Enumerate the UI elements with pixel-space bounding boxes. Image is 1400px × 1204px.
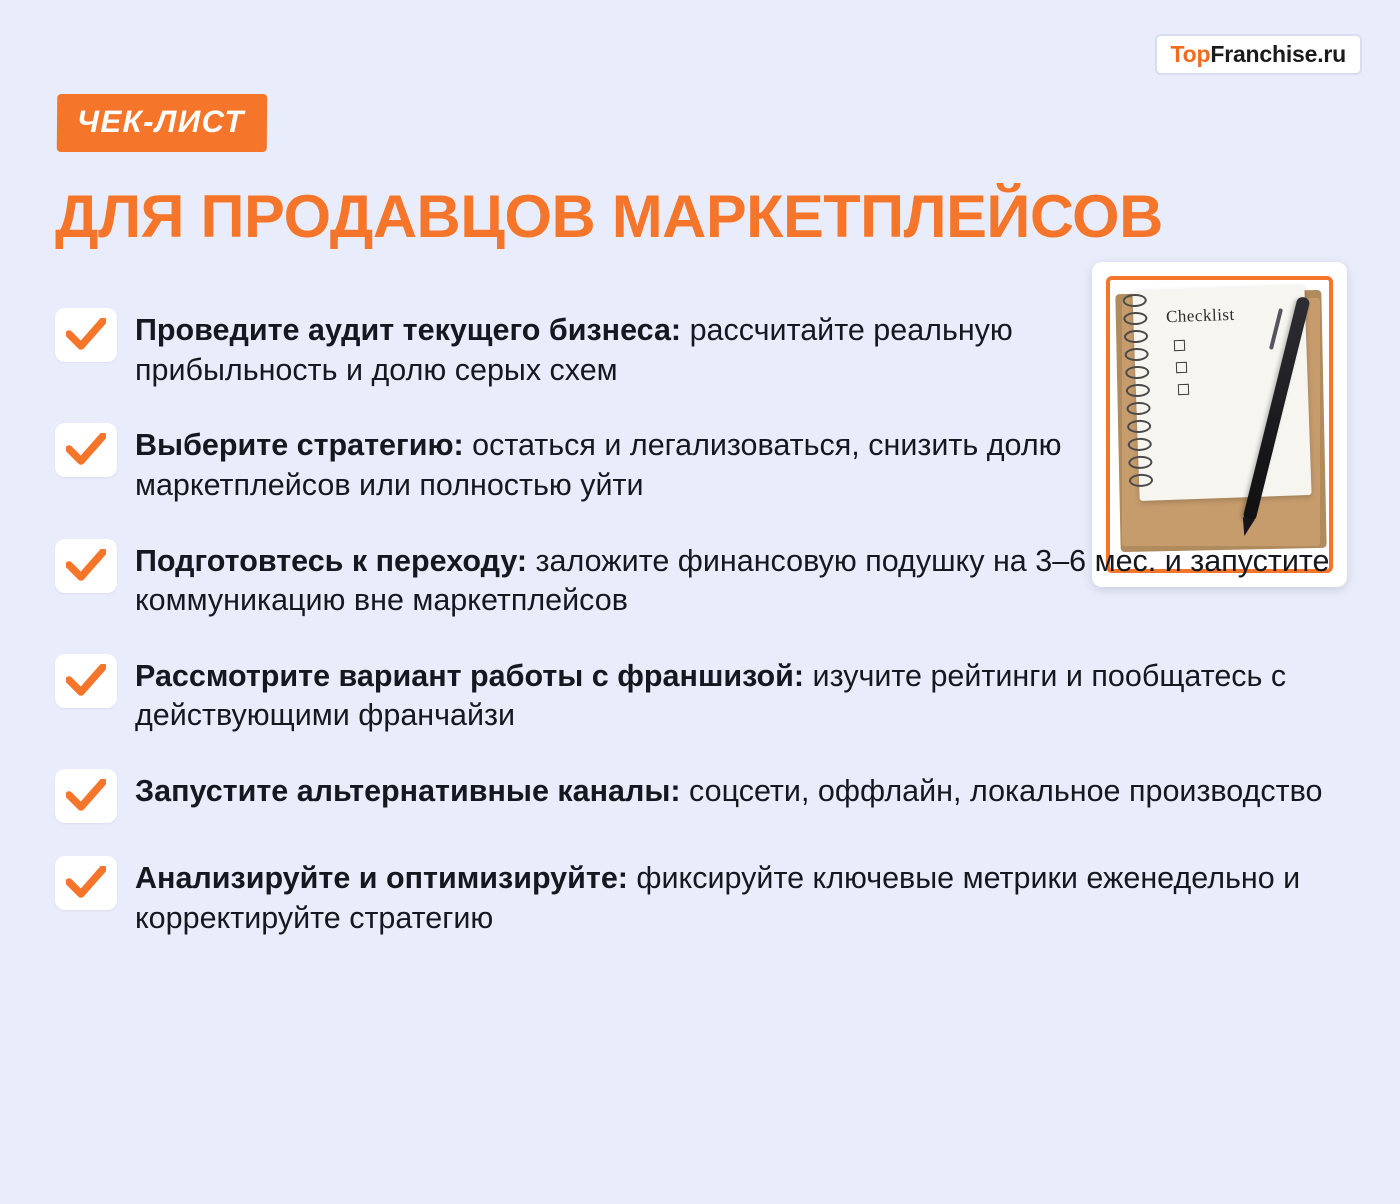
- list-item-text: [135, 769, 1322, 812]
- logo-rest: Franchise.ru: [1210, 41, 1346, 67]
- list-item-rest: изучите рейтинги и пообщатесь с действующими франчайзи: [135, 658, 1287, 733]
- checkmark-icon: [55, 856, 117, 910]
- list-item-rest: рассчитайте реальную прибыльность и долю серых схем: [135, 313, 1013, 387]
- list-item: [55, 539, 1355, 621]
- list-item-bold: Подготовтесь к переходу:: [135, 543, 528, 578]
- notebook-checklist-text: Checklist: [1165, 304, 1236, 327]
- list-item: [55, 654, 1355, 736]
- list-item: [55, 423, 1355, 505]
- list-item-text: [135, 423, 1135, 505]
- checklist-items: [55, 308, 1355, 971]
- list-item: [55, 856, 1355, 938]
- list-item-bold: Анализируйте и оптимизируйте:: [135, 861, 628, 896]
- list-item: [55, 769, 1355, 823]
- logo-prefix: Top: [1170, 41, 1211, 67]
- list-item-rest: соцсети, оффлайн, локальное производство: [680, 774, 1323, 809]
- checkmark-icon: [55, 654, 117, 708]
- topfranchise-logo: [1155, 34, 1363, 75]
- list-item-rest: фиксируйте ключевые метрики еженедельно и корректируйте стратегию: [135, 861, 1301, 935]
- list-item-rest: заложите финансовую подушку на 3–6 мес. и запустите коммуникацию вне маркетплейсов: [135, 543, 1330, 618]
- list-item: [55, 308, 1355, 390]
- list-item-bold: Рассмотрите вариант работы с франшизой:: [135, 658, 805, 693]
- list-item-bold: Выберите стратегию:: [135, 428, 464, 463]
- list-item-text: [135, 539, 1350, 621]
- checkmark-icon: [55, 539, 117, 593]
- checklist-badge: ЧЕК-ЛИСТ: [57, 94, 267, 152]
- page-title: ДЛЯ ПРОДАВЦОВ МАРКЕТПЛЕЙСОВ: [55, 183, 1163, 250]
- list-item-rest: остаться и легализоваться, снизить долю маркетплейсов или полностью уйти: [135, 428, 1062, 502]
- checkmark-icon: [55, 308, 117, 362]
- checkmark-icon: [55, 423, 117, 477]
- list-item-bold: Проведите аудит текущего бизнеса:: [135, 313, 682, 347]
- list-item-text: [135, 856, 1350, 938]
- list-item-text: [135, 654, 1350, 736]
- list-item-bold: Запустите альтернативные каналы:: [135, 774, 681, 809]
- checkmark-icon: [55, 769, 117, 823]
- list-item-text: [135, 308, 1135, 390]
